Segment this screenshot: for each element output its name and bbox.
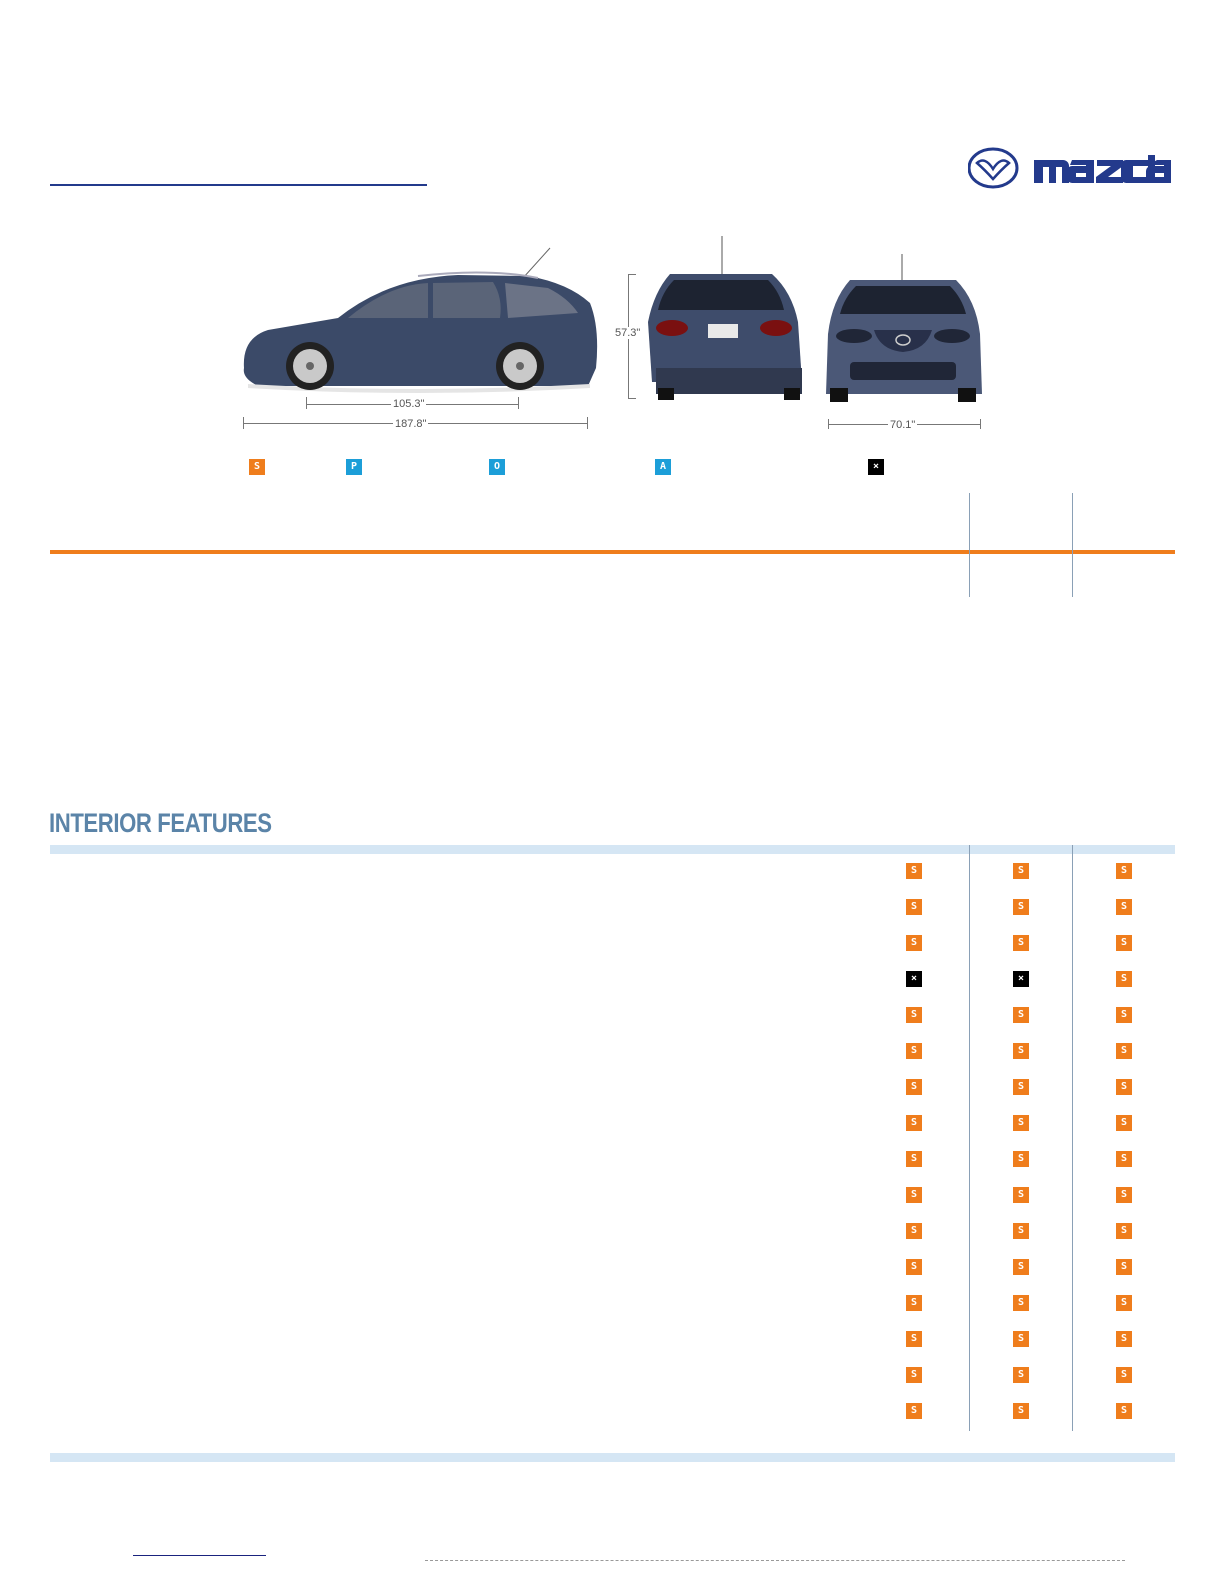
standard-icon: S (1116, 1043, 1132, 1059)
header-orange-rule (50, 550, 1175, 554)
footer-dashed-rule (425, 1560, 1125, 1562)
table-row (0, 1106, 1225, 1142)
title-underline (50, 184, 427, 186)
section-bottom-band (50, 1453, 1175, 1462)
not-available-icon: × (906, 971, 922, 987)
standard-icon: S (1013, 1007, 1029, 1023)
table-row (0, 1394, 1225, 1430)
legend-option-icon: O (489, 459, 505, 475)
table-row (0, 1178, 1225, 1214)
standard-icon: S (1013, 935, 1029, 951)
table-row (0, 998, 1225, 1034)
standard-icon: S (1116, 863, 1132, 879)
length-tick-right (587, 417, 588, 429)
standard-icon: S (1116, 1223, 1132, 1239)
table-row (0, 1142, 1225, 1178)
legend-package-icon: P (346, 459, 362, 475)
table-row (0, 1286, 1225, 1322)
standard-icon: S (1116, 935, 1132, 951)
standard-icon: S (1013, 1403, 1029, 1419)
standard-icon: S (906, 1223, 922, 1239)
standard-icon: S (906, 1187, 922, 1203)
standard-icon: S (1013, 1043, 1029, 1059)
table-row (0, 962, 1225, 998)
standard-icon: S (1116, 971, 1132, 987)
standard-icon: S (1116, 1295, 1132, 1311)
standard-icon: S (1116, 1115, 1132, 1131)
not-available-icon: × (1013, 971, 1029, 987)
standard-icon: S (906, 1403, 922, 1419)
standard-icon: S (906, 863, 922, 879)
standard-icon: S (1116, 1007, 1132, 1023)
standard-icon: S (906, 1295, 922, 1311)
table-row (0, 1250, 1225, 1286)
standard-icon: S (1116, 899, 1132, 915)
standard-icon: S (906, 1043, 922, 1059)
standard-icon: S (906, 1151, 922, 1167)
table-row (0, 1214, 1225, 1250)
mazda-logo (968, 143, 1178, 193)
trim-divider-2 (1072, 493, 1073, 597)
standard-icon: S (1013, 1079, 1029, 1095)
standard-icon: S (906, 899, 922, 915)
height-label: 57.3" (615, 327, 641, 339)
section-title-interior-features: INTERIOR FEATURES (49, 808, 272, 838)
section-top-band (50, 845, 1175, 854)
standard-icon: S (1013, 1151, 1029, 1167)
trim-divider-1 (969, 493, 970, 597)
width-tick-right (980, 419, 981, 429)
standard-icon: S (1013, 1259, 1029, 1275)
length-label: 187.8" (395, 418, 427, 430)
standard-icon: S (906, 1115, 922, 1131)
standard-icon: S (1116, 1259, 1132, 1275)
table-row (0, 854, 1225, 890)
standard-icon: S (906, 1007, 922, 1023)
car-front-view (820, 254, 986, 438)
footer-link-underline[interactable] (133, 1555, 266, 1556)
legend-standard-icon: S (249, 459, 265, 475)
legend-accessory-icon: A (655, 459, 671, 475)
car-rear-view (612, 232, 808, 404)
standard-icon: S (906, 1079, 922, 1095)
standard-icon: S (906, 935, 922, 951)
table-row (0, 1070, 1225, 1106)
standard-icon: S (1013, 1367, 1029, 1383)
table-row (0, 926, 1225, 962)
wheelbase-label: 105.3" (393, 398, 425, 410)
standard-icon: S (1013, 863, 1029, 879)
table-row (0, 890, 1225, 926)
width-label: 70.1" (890, 419, 916, 431)
standard-icon: S (1013, 1331, 1029, 1347)
table-row (0, 1322, 1225, 1358)
table-row (0, 1358, 1225, 1394)
standard-icon: S (906, 1331, 922, 1347)
wheelbase-tick-right (518, 397, 519, 409)
standard-icon: S (1116, 1403, 1132, 1419)
standard-icon: S (1116, 1079, 1132, 1095)
standard-icon: S (1013, 899, 1029, 915)
legend-not-available-icon: × (868, 459, 884, 475)
standard-icon: S (1013, 1187, 1029, 1203)
standard-icon: S (1013, 1223, 1029, 1239)
standard-icon: S (1116, 1187, 1132, 1203)
standard-icon: S (1116, 1367, 1132, 1383)
standard-icon: S (1116, 1331, 1132, 1347)
standard-icon: S (906, 1367, 922, 1383)
standard-icon: S (1116, 1151, 1132, 1167)
standard-icon: S (1013, 1295, 1029, 1311)
standard-icon: S (906, 1259, 922, 1275)
standard-icon: S (1013, 1115, 1029, 1131)
wheelbase-tick-left (306, 397, 307, 409)
table-row (0, 1034, 1225, 1070)
